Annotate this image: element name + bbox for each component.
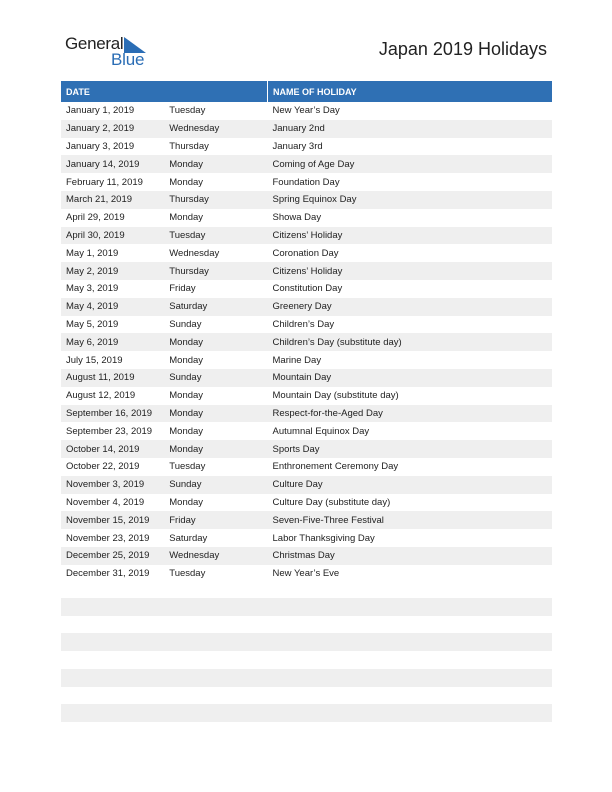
table-row [61, 422, 552, 440]
holiday-table [61, 81, 552, 583]
cell-weekday: Monday [169, 176, 204, 188]
cell-holiday-name: Children’s Day [272, 318, 335, 330]
cell-weekday: Saturday [169, 532, 208, 544]
cell-date: November 15, 2019 [61, 511, 164, 529]
table-row [61, 227, 552, 245]
logo-text-blue: Blue [111, 50, 145, 69]
cell-weekday: Friday [164, 511, 267, 529]
table-row [61, 387, 552, 405]
table-row [61, 138, 552, 156]
logo-text-general: General [65, 34, 124, 53]
cell-weekday: Saturday [164, 298, 267, 316]
cell-holiday-name: New Year’s Eve [272, 568, 340, 580]
cell-holiday-name: Citizens’ Holiday [268, 262, 553, 280]
cell-date: May 5, 2019 [66, 318, 119, 330]
cell-date: May 3, 2019 [66, 283, 119, 295]
cell-weekday: Monday [164, 155, 267, 173]
table-row [61, 244, 552, 262]
cell-holiday-name: New Year’s Day [272, 105, 340, 117]
cell-weekday: Wednesday [169, 247, 220, 259]
cell-date: September 16, 2019 [61, 405, 164, 423]
table-row [61, 511, 552, 529]
table-row [61, 458, 552, 476]
cell-weekday: Monday [169, 496, 204, 508]
cell-holiday-name: Respect-for-the-Aged Day [268, 405, 553, 423]
cell-date: January 3, 2019 [66, 140, 135, 152]
cell-weekday: Monday [164, 333, 267, 351]
cell-weekday: Monday [169, 212, 204, 224]
cell-date: January 1, 2019 [66, 105, 135, 117]
cell-date: December 31, 2019 [66, 568, 150, 580]
cell-weekday: Friday [169, 283, 196, 295]
cell-date: December 25, 2019 [61, 547, 164, 565]
table-row [61, 262, 552, 280]
table-row [61, 120, 552, 138]
table-row [61, 280, 552, 298]
generalblue-logo [65, 34, 155, 70]
table-row [61, 102, 552, 120]
header-date: DATE [61, 81, 268, 102]
cell-weekday: Sunday [164, 476, 267, 494]
table-row [61, 209, 552, 227]
cell-date: October 22, 2019 [66, 461, 140, 473]
cell-holiday-name: Culture Day (substitute day) [272, 496, 391, 508]
table-row [61, 565, 552, 583]
cell-holiday-name: Foundation Day [272, 176, 340, 188]
cell-weekday: Monday [169, 354, 204, 366]
table-row [61, 529, 552, 547]
cell-weekday: Thursday [164, 262, 267, 280]
blank-row [61, 669, 552, 687]
cell-date: January 14, 2019 [61, 155, 164, 173]
table-row [61, 476, 552, 494]
blank-row [61, 598, 552, 616]
table-row [61, 191, 552, 209]
cell-weekday: Monday [164, 440, 267, 458]
table-row [61, 173, 552, 191]
cell-date: April 29, 2019 [66, 212, 125, 224]
table-header-row [61, 81, 552, 102]
cell-date: August 12, 2019 [66, 390, 136, 402]
cell-date: May 1, 2019 [66, 247, 119, 259]
cell-weekday: Sunday [169, 318, 202, 330]
cell-holiday-name: Children’s Day (substitute day) [268, 333, 553, 351]
cell-weekday: Sunday [164, 369, 267, 387]
cell-holiday-name: Mountain Day (substitute day) [272, 390, 399, 402]
cell-holiday-name: Seven-Five-Three Festival [268, 511, 553, 529]
page-title: Japan 2019 Holidays [378, 39, 547, 59]
cell-weekday: Monday [164, 405, 267, 423]
cell-holiday-name: Culture Day [268, 476, 553, 494]
cell-weekday: Monday [169, 425, 204, 437]
cell-holiday-name: Coming of Age Day [268, 155, 553, 173]
cell-date: May 4, 2019 [61, 298, 164, 316]
table-row [61, 405, 552, 423]
cell-date: November 4, 2019 [66, 496, 145, 508]
table-row [61, 547, 552, 565]
cell-holiday-name: Showa Day [272, 212, 322, 224]
cell-weekday: Tuesday [169, 461, 206, 473]
cell-date: May 6, 2019 [61, 333, 164, 351]
cell-holiday-name: Autumnal Equinox Day [272, 425, 370, 437]
header-holiday-name: NAME OF HOLIDAY [268, 81, 553, 102]
table-row [61, 333, 552, 351]
cell-weekday: Tuesday [169, 568, 206, 580]
cell-date: April 30, 2019 [61, 227, 164, 245]
cell-date: July 15, 2019 [66, 354, 123, 366]
cell-holiday-name: Sports Day [268, 440, 553, 458]
cell-date: November 3, 2019 [61, 476, 164, 494]
cell-holiday-name: January 3rd [272, 140, 323, 152]
cell-weekday: Tuesday [169, 105, 206, 117]
cell-holiday-name: Mountain Day [268, 369, 553, 387]
cell-weekday: Thursday [164, 191, 267, 209]
cell-holiday-name: Greenery Day [268, 298, 553, 316]
cell-holiday-name: Coronation Day [272, 247, 339, 259]
cell-date: August 11, 2019 [61, 369, 164, 387]
blank-row [61, 633, 552, 651]
cell-weekday: Tuesday [164, 227, 267, 245]
table-row [61, 494, 552, 512]
cell-holiday-name: Constitution Day [272, 283, 343, 295]
cell-date: February 11, 2019 [66, 176, 143, 188]
table-row [61, 155, 552, 173]
table-row [61, 316, 552, 334]
table-row [61, 298, 552, 316]
cell-weekday: Monday [169, 390, 204, 402]
table-row [61, 369, 552, 387]
cell-date: May 2, 2019 [61, 262, 164, 280]
cell-weekday: Wednesday [164, 120, 267, 138]
cell-holiday-name: Marine Day [272, 354, 322, 366]
cell-date: October 14, 2019 [61, 440, 164, 458]
cell-date: January 2, 2019 [61, 120, 164, 138]
cell-holiday-name: Labor Thanksgiving Day [272, 532, 375, 544]
cell-weekday: Wednesday [164, 547, 267, 565]
cell-holiday-name: January 2nd [268, 120, 553, 138]
cell-date: September 23, 2019 [66, 425, 153, 437]
cell-date: March 21, 2019 [61, 191, 164, 209]
table-row [61, 351, 552, 369]
cell-holiday-name: Christmas Day [268, 547, 553, 565]
cell-date: November 23, 2019 [66, 532, 150, 544]
table-row [61, 440, 552, 458]
cell-holiday-name: Citizens’ Holiday [268, 227, 553, 245]
blank-row [61, 704, 552, 722]
cell-holiday-name: Enthronement Ceremony Day [272, 461, 399, 473]
cell-weekday: Thursday [169, 140, 209, 152]
cell-holiday-name: Spring Equinox Day [268, 191, 553, 209]
